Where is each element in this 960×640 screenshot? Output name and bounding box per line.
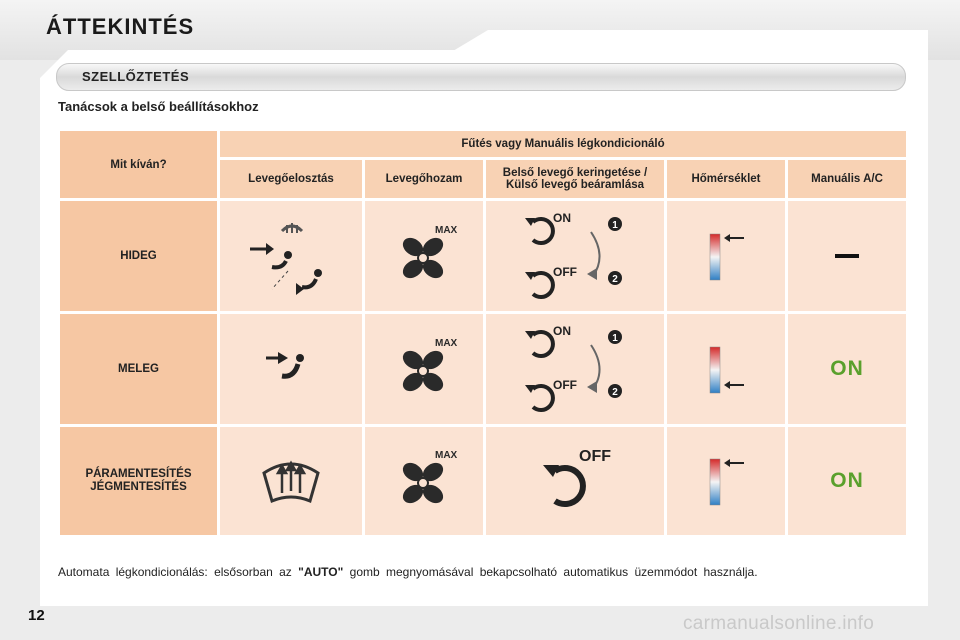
windscreen-and-feet-vent-icon bbox=[236, 211, 346, 301]
off-label: OFF bbox=[553, 378, 577, 392]
cell-warm-airflow bbox=[365, 314, 483, 424]
row-label-demist-line1: PÁRAMENTESÍTÉS bbox=[85, 468, 192, 480]
step-2-label: 2 bbox=[612, 387, 618, 398]
ac-on-badge: ON bbox=[830, 469, 864, 492]
windscreen-demist-icon bbox=[256, 451, 326, 511]
recirculation-on-off-icon bbox=[515, 317, 635, 421]
row-label-demist-line2: JÉGMENTESÍTÉS bbox=[90, 481, 187, 493]
col-distribution: Levegőelosztás bbox=[220, 160, 362, 198]
cell-cold-distribution bbox=[220, 201, 362, 311]
footnote-auto-keyword: "AUTO" bbox=[298, 565, 344, 579]
recirculation-off-icon bbox=[525, 441, 625, 521]
col-airflow: Levegőhozam bbox=[365, 160, 483, 198]
col-recirc-line2: Külső levegő beáramlása bbox=[505, 179, 645, 191]
footnote-text-before: Automata légkondicionálás: elsősorban az bbox=[58, 565, 299, 579]
on-label: ON bbox=[553, 211, 571, 225]
on-label: ON bbox=[553, 324, 571, 338]
section-title: SZELLŐZTETÉS bbox=[82, 69, 190, 84]
group-header: Fűtés vagy Manuális légkondicionáló bbox=[220, 131, 906, 157]
cell-cold-airflow bbox=[365, 201, 483, 311]
col-temperature: Hőmérséklet bbox=[667, 160, 785, 198]
temperature-hot-icon bbox=[696, 451, 756, 511]
footnote bbox=[58, 566, 904, 579]
off-label: OFF bbox=[553, 265, 577, 279]
cell-warm-ac bbox=[788, 314, 906, 424]
cell-warm-temperature bbox=[667, 314, 785, 424]
step-1-label: 1 bbox=[612, 333, 618, 344]
fan-max-icon bbox=[389, 334, 459, 404]
row-demist bbox=[60, 427, 906, 535]
cell-demist-recirculation bbox=[486, 427, 664, 535]
ac-on-badge: ON bbox=[830, 357, 864, 380]
subtitle: Tanácsok a belső beállításokhoz bbox=[58, 99, 259, 114]
cell-demist-distribution bbox=[220, 427, 362, 535]
cell-cold-ac bbox=[788, 201, 906, 311]
cell-cold-recirculation bbox=[486, 201, 664, 311]
col-recirculation bbox=[486, 160, 664, 198]
cell-demist-ac bbox=[788, 427, 906, 535]
cell-cold-temperature bbox=[667, 201, 785, 311]
step-2-label: 2 bbox=[612, 274, 618, 285]
fan-max-icon bbox=[389, 221, 459, 291]
corner-label: Mit kíván? bbox=[60, 131, 217, 198]
page-heading: ÁTTEKINTÉS bbox=[46, 14, 195, 39]
col-recirc-line1: Belső levegő keringetése / bbox=[502, 167, 648, 179]
row-warm bbox=[60, 314, 906, 424]
row-cold bbox=[60, 201, 906, 311]
footnote-text-after: gomb megnyomásával bekapcsolható automatikus üzemmódot használja. bbox=[343, 565, 758, 579]
step-1-label: 1 bbox=[612, 220, 618, 231]
cell-warm-distribution bbox=[220, 314, 362, 424]
cell-warm-recirculation bbox=[486, 314, 664, 424]
off-label: OFF bbox=[579, 448, 611, 465]
max-label: MAX bbox=[435, 225, 458, 236]
page-number: 12 bbox=[28, 607, 45, 624]
watermark: carmanualsonline.info bbox=[683, 613, 875, 634]
feet-vent-icon bbox=[256, 334, 326, 404]
row-label-warm: MELEG bbox=[60, 314, 217, 424]
max-label: MAX bbox=[435, 338, 458, 349]
recirculation-on-off-icon bbox=[515, 204, 635, 308]
col-ac: Manuális A/C bbox=[788, 160, 906, 198]
panel-tab bbox=[448, 30, 928, 54]
temperature-cold-icon bbox=[696, 226, 756, 286]
fan-max-icon bbox=[389, 446, 459, 516]
cell-demist-airflow bbox=[365, 427, 483, 535]
cell-demist-temperature bbox=[667, 427, 785, 535]
settings-table bbox=[57, 128, 909, 538]
row-label-cold: HIDEG bbox=[60, 201, 217, 311]
ac-none-dash bbox=[835, 254, 859, 258]
max-label: MAX bbox=[435, 450, 458, 461]
temperature-warm-icon bbox=[696, 339, 756, 399]
row-label-demist bbox=[60, 427, 217, 535]
